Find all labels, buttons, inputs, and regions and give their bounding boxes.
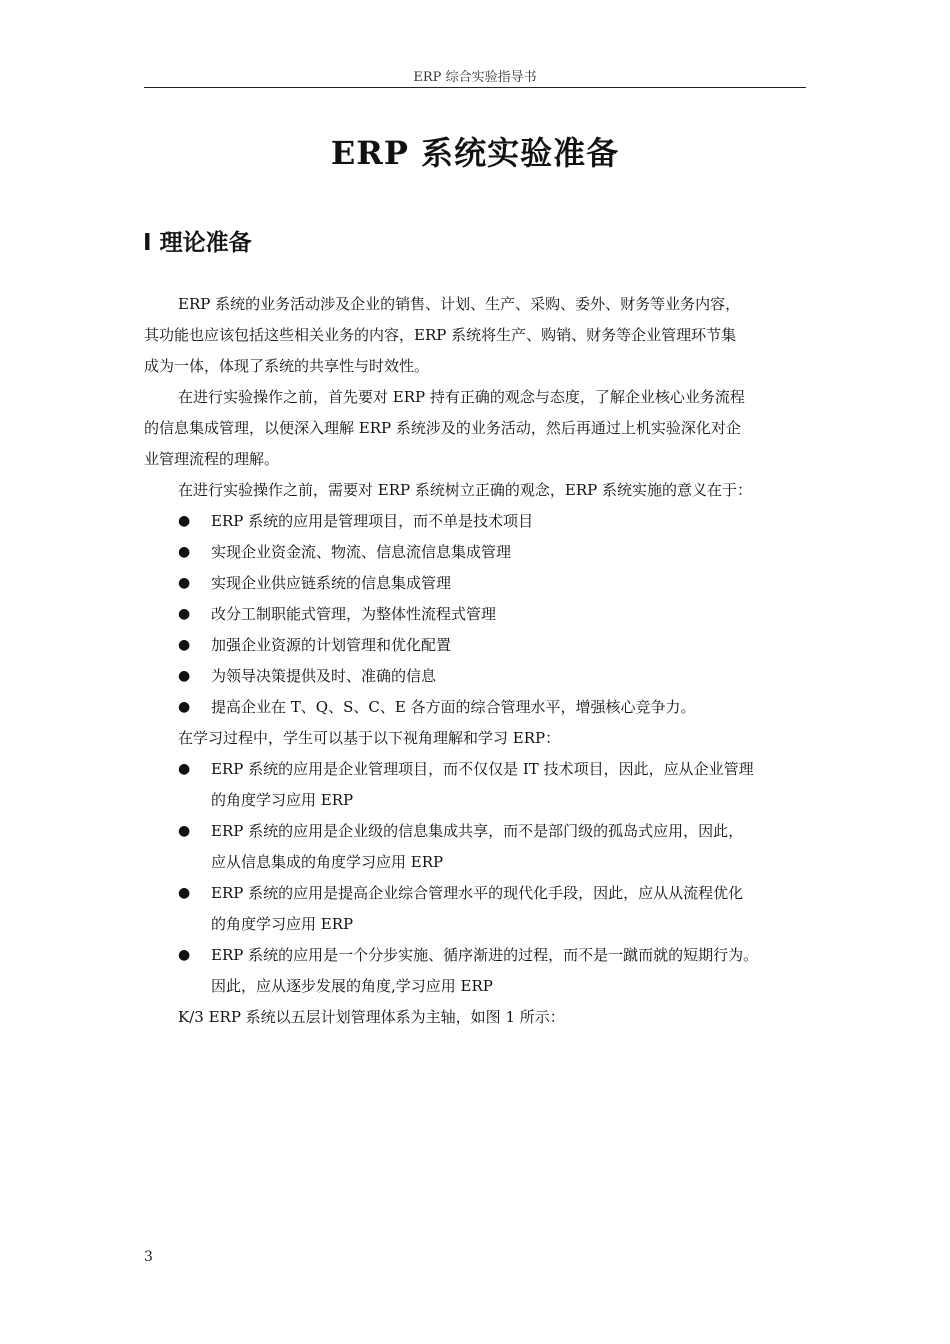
list-item: [144, 506, 806, 537]
list-item-text: 的角度学习应用 ERP: [211, 791, 354, 809]
bullet-icon: ●: [178, 575, 191, 591]
paragraph-intro: [144, 289, 806, 382]
bullet-icon: ●: [178, 823, 191, 839]
section-heading: I 理论准备: [143, 230, 252, 256]
bullet-icon: ●: [178, 637, 191, 653]
bullet-icon: ●: [178, 668, 191, 684]
list-item: [144, 940, 806, 1002]
document-body: [144, 289, 806, 1033]
bullet-icon: ●: [178, 513, 191, 529]
list-item-text: 实现企业资金流、物流、信息流信息集成管理: [211, 543, 512, 561]
paragraph-line: 成为一体，体现了系统的共享性与时效性。: [144, 357, 430, 375]
bullet-icon: ●: [178, 761, 191, 777]
list-item: [144, 537, 806, 568]
bullet-icon: ●: [178, 606, 191, 622]
header-rule: [144, 87, 806, 88]
page-title: ERP 系统实验准备: [330, 134, 620, 172]
list-item-text: 因此，应从逐步发展的角度,学习应用 ERP: [211, 977, 493, 995]
paragraph-line: 其功能也应该包括这些相关业务的内容，ERP 系统将生产、购销、财务等企业管理环节集: [144, 326, 737, 344]
list-item-text: 提高企业在 T、Q、S、C、E 各方面的综合管理水平，增强核心竞争力。: [211, 698, 696, 716]
list-item-text: 加强企业资源的计划管理和优化配置: [211, 636, 452, 654]
meaning-list: [144, 506, 806, 723]
list-item-text: 改分工制职能式管理，为整体性流程式管理: [211, 605, 497, 623]
list-item-text: ERP 系统的应用是提高企业综合管理水平的现代化手段，因此，应从从流程优化: [211, 884, 744, 902]
list-item-text: ERP 系统的应用是企业管理项目，而不仅仅是 IT 技术项目，因此，应从企业管理: [211, 760, 754, 778]
list-item: [144, 878, 806, 940]
list-item-text: 实现企业供应链系统的信息集成管理: [211, 574, 452, 592]
list-item-text: ERP 系统的应用是企业级的信息集成共享，而不是部门级的孤岛式应用，因此，: [211, 822, 744, 840]
list-item: [144, 754, 806, 816]
paragraph-meaning-intro: [144, 475, 806, 506]
bullet-icon: ●: [178, 699, 191, 715]
page-header: ERP 综合实验指导书: [413, 70, 537, 85]
bullet-icon: ●: [178, 947, 191, 963]
paragraph-line: 的信息集成管理，以便深入理解 ERP 系统涉及的业务活动，然后再通过上机实验深化对企: [144, 419, 741, 437]
learning-list: [144, 754, 806, 1002]
paragraph-line: 在学习过程中，学生可以基于以下视角理解和学习 ERP：: [178, 729, 561, 747]
list-item-text: ERP 系统的应用是管理项目，而不单是技术项目: [211, 512, 534, 530]
list-item-text: 应从信息集成的角度学习应用 ERP: [211, 853, 444, 871]
list-item: [144, 630, 806, 661]
paragraph-line: 在进行实验操作之前，需要对 ERP 系统树立正确的观念，ERP 系统实施的意义在于：: [178, 481, 752, 499]
paragraph-learning-intro: [144, 723, 806, 754]
bullet-icon: ●: [178, 544, 191, 560]
list-item-text: 的角度学习应用 ERP: [211, 915, 354, 933]
paragraph-attitude: [144, 382, 806, 475]
page-number: 3: [144, 1249, 153, 1265]
list-item: [144, 692, 806, 723]
list-item: [144, 816, 806, 878]
list-item: [144, 568, 806, 599]
paragraph-line: 业管理流程的理解。: [144, 450, 280, 468]
paragraph-closing: [144, 1002, 806, 1033]
list-item: [144, 599, 806, 630]
paragraph-line: ERP 系统的业务活动涉及企业的销售、计划、生产、采购、委外、财务等业务内容，: [178, 295, 741, 313]
bullet-icon: ●: [178, 885, 191, 901]
paragraph-line: K/3 ERP 系统以五层计划管理体系为主轴，如图 1 所示：: [178, 1008, 565, 1026]
list-item-text: 为领导决策提供及时、准确的信息: [211, 667, 437, 685]
list-item: [144, 661, 806, 692]
list-item-text: ERP 系统的应用是一个分步实施、循序渐进的过程，而不是一蹴而就的短期行为。: [211, 946, 759, 964]
paragraph-line: 在进行实验操作之前，首先要对 ERP 持有正确的观念与态度，了解企业核心业务流程: [178, 388, 745, 406]
